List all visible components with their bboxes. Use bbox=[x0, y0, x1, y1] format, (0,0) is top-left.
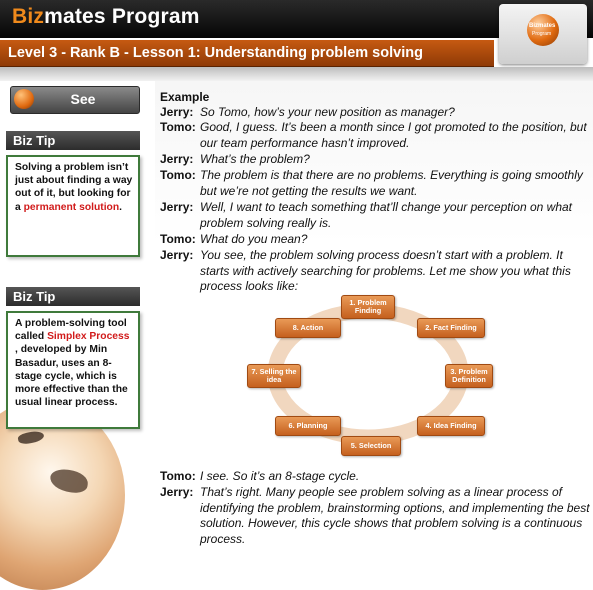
cycle-stage-7: 7. Selling the idea bbox=[247, 364, 301, 388]
brand-logo bbox=[499, 4, 587, 64]
logo-text-1: Bizmates bbox=[529, 23, 556, 29]
see-button-label: See bbox=[70, 91, 96, 107]
speaker: Tomo: bbox=[160, 120, 196, 134]
biz-tip-1-heading: Biz Tip bbox=[6, 131, 140, 150]
example-heading: Example bbox=[160, 90, 210, 104]
speaker: Tomo: bbox=[160, 469, 196, 483]
biz-tip-1-box bbox=[6, 155, 140, 257]
dialogue-text: The problem is that there are no problems. Everything is going smoothly but we’re not getting the results we want. bbox=[200, 168, 583, 198]
dialogue-text: So Tomo, how’s your new position as manager? bbox=[200, 105, 455, 119]
cycle-stage-1: 1. Problem Finding bbox=[341, 295, 395, 319]
brand-part-2: mates Program bbox=[44, 5, 200, 28]
dialogue-text: I see. So it’s an 8-stage cycle. bbox=[200, 469, 360, 483]
logo-sphere-icon bbox=[527, 14, 559, 46]
header-divider bbox=[0, 67, 593, 81]
tip-2-text: A problem-solving tool called bbox=[15, 318, 127, 343]
speaker: Jerry: bbox=[160, 200, 194, 214]
cycle-stage-8: 8. Action bbox=[275, 318, 341, 338]
biz-tip-2-heading: Biz Tip bbox=[6, 287, 140, 306]
dialogue-text: You see, the problem solving process doesn’t start with a problem. It starts with actively searching for problems. Let me show you what this process looks like: bbox=[200, 248, 571, 293]
speaker: Jerry: bbox=[160, 248, 194, 262]
dialogue-text: That’s right. Many people see problem solving as a linear process of identifying the problem, brainstorming options, and implementing the best solution. However, this cycle shows that problem solving is a continuous process. bbox=[200, 485, 590, 546]
lesson-title: Level 3 - Rank B - Lesson 1: Understanding problem solving bbox=[8, 45, 423, 61]
problem-solving-cycle-diagram bbox=[243, 292, 493, 458]
tip-1-text-end: . bbox=[119, 201, 123, 213]
cycle-stage-6: 6. Planning bbox=[275, 416, 341, 436]
speaker: Tomo: bbox=[160, 168, 196, 182]
tip-2-highlight: Simplex Process bbox=[47, 331, 130, 343]
dialogue-text: What do you mean? bbox=[200, 232, 308, 246]
lesson-bar bbox=[0, 40, 494, 67]
tip-2-text-end: , developed by Min Basadur, uses an 8-stage cycle, which is more effective than the usual linear process. bbox=[15, 344, 128, 409]
cycle-stage-3: 3. Problem Definition bbox=[445, 364, 493, 388]
dialogue-text: What’s the problem? bbox=[200, 152, 310, 166]
logo-text-2: Program bbox=[532, 31, 552, 37]
dialogue-text: Well, I want to teach something that’ll change your perception on what problem solving really is. bbox=[200, 200, 572, 230]
speaker: Tomo: bbox=[160, 232, 196, 246]
cycle-stage-4: 4. Idea Finding bbox=[417, 416, 485, 436]
see-button[interactable] bbox=[10, 86, 140, 114]
tip-1-highlight: permanent solution bbox=[23, 201, 120, 213]
brand-title bbox=[12, 5, 200, 29]
speaker: Jerry: bbox=[160, 485, 194, 499]
cycle-stage-5: 5. Selection bbox=[341, 436, 401, 456]
tip-1-text: Solving a problem isn’t just about finding a way out of it, but looking for a bbox=[15, 162, 133, 213]
speaker: Jerry: bbox=[160, 152, 194, 166]
dialogue-text: Good, I guess. It’s been a month since I got promoted to the position, but our team performance hasn’t improved. bbox=[200, 120, 587, 150]
cycle-stage-2: 2. Fact Finding bbox=[417, 318, 485, 338]
biz-tip-2-box bbox=[6, 311, 140, 429]
brand-part-1: Biz bbox=[12, 5, 45, 28]
speaker: Jerry: bbox=[160, 105, 194, 119]
